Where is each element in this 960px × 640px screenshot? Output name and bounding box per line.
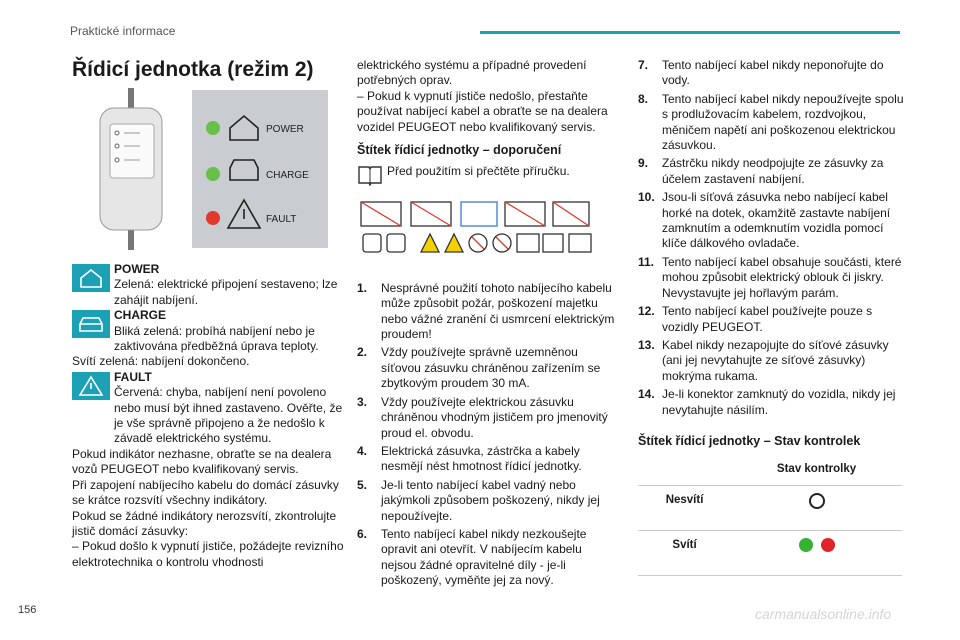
status-power — [72, 262, 344, 308]
status-text: – Pokud došlo k vypnutí jističe, požádejte revizního elektrotechnika o kontrolu vhodnosti — [72, 539, 344, 569]
list-item: 13. Kabel nikdy nezapojujte do síťové zásuvky (ani jej nevytahujte ze síťové zásuvky) mokrýma rukama. — [638, 337, 889, 383]
list-item: 11. Tento nabíjecí kabel obsahuje součásti, které mohou způsobit elektrický oblouk či jiskry. Nevystavujte jej hořlavým parám. — [638, 254, 902, 300]
safety-pictograms — [357, 200, 619, 264]
list-item: 6. Tento nabíjecí kabel nikdy nezkoušejte opravit ani otevřít. V nabíjecím kabelu nejsou žádné opravitelné díly - je-li poškozený, vyměňte jej za nový. — [357, 526, 587, 588]
list-item: 5. Je-li tento nabíjecí kabel vadný nebo jakýmkoli způsobem poškozený, nikdy jej nepoužívejte. — [357, 477, 600, 523]
watermark: carmanualsonline.info — [755, 606, 892, 622]
header-rule — [480, 31, 900, 34]
row-label: Svítí — [638, 530, 731, 575]
control-unit-illustration — [80, 88, 330, 250]
list-item: 8. Tento nabíjecí kabel nikdy nepoužívejte spolu s prodlužovacím kabelem, rozdvojkou, měničem napětí ani poškozenou elektrickou zásuvkou. — [638, 91, 904, 153]
lamp-red — [821, 538, 835, 552]
table-header-row — [638, 455, 902, 485]
manual-note — [357, 164, 619, 190]
status-text: Zelená: elektrické připojení sestaveno; lze zahájit nabíjení. — [114, 277, 338, 307]
status-label: FAULT — [114, 369, 152, 384]
status-text: Při zapojení nabíjecího kabelu do domácí zásuvky se krátce rozsvítí všechny indikátory. — [72, 477, 339, 508]
legend-charge-label: CHARGE — [266, 170, 309, 181]
list-item: 3. Vždy používejte elektrickou zásuvku chráněnou vhodným jističem pro jmenovitý proud el. obvodu. — [357, 394, 608, 440]
warning-icon — [72, 372, 110, 400]
list-item: 2. Vždy používejte správně uzemněnou síťovou zásuvku chráněnou zařízením se zbytkovým proudem 30 mA. — [357, 345, 601, 391]
status-text: Svítí zelená: nabíjení dokončeno. — [72, 354, 250, 369]
section-heading: Štítek řídicí jednotky – Stav kontrolek — [638, 433, 861, 448]
charge-lamp — [206, 167, 220, 181]
status-text: Pokud indikátor nezhasne, obraťte se na dealera vozů PEUGEOT nebo kvalifikovaný servis. — [72, 446, 332, 477]
list-item: 12. Tento nabíjecí kabel používejte pouze s vozidly PEUGEOT. — [638, 304, 873, 334]
indicator-status-table — [638, 455, 902, 575]
status-text: Pokud se žádné indikátory nerozsvítí, zkontrolujte jistič domácí zásuvky: — [72, 508, 337, 538]
status-label: CHARGE — [114, 308, 167, 323]
recommendation-list-continued — [638, 58, 906, 418]
book-icon — [357, 164, 383, 186]
fault-lamp — [206, 211, 220, 225]
table-header: Stav kontrolky — [731, 455, 902, 485]
status-text: Bliká zelená: probíhá nabíjení nebo je zaktivována předběžná úprava teploty. — [114, 323, 319, 354]
page-title: Řídicí jednotka (režim 2) — [72, 58, 314, 81]
status-fault — [72, 370, 344, 570]
status-label: POWER — [114, 262, 160, 276]
column-3 — [638, 58, 906, 576]
table-row — [638, 485, 902, 530]
power-lamp — [206, 121, 220, 135]
row-label: Nesvítí — [638, 485, 731, 530]
list-item: 10. Jsou-li síťová zásuvka nebo nabíjecí kabel horké na dotek, okamžitě zastavte nabíjení zamknutím a odemknutím vozidla pomocí klíče dálkového ovladače. — [638, 190, 891, 251]
page-number: 156 — [18, 604, 37, 616]
lamp-off — [809, 493, 825, 509]
section-heading: Štítek řídicí jednotky – doporučení — [357, 143, 562, 158]
paragraph: – Pokud k vypnutí jističe nedošlo, přestaňte používat nabíjecí kabel a obraťte se na dealera vozidel PEUGEOT nebo kvalifikovaný servis. — [357, 88, 608, 134]
table-row — [638, 530, 902, 575]
list-item: 1. Nesprávné použití tohoto nabíjecího kabelu může způsobit požár, poškození majetku nebo vážné zranění či usmrcení elektrickým proudem! — [357, 280, 615, 342]
column-2 — [357, 58, 619, 592]
lamp-green — [799, 538, 813, 552]
list-item: 14. Je-li konektor zamknutý do vozidla, nikdy jej nevytahujte násilím. — [638, 387, 896, 417]
status-charge — [72, 308, 344, 370]
section-header: Praktické informace — [70, 24, 176, 38]
legend-fault-label: FAULT — [266, 214, 297, 225]
car-icon — [72, 310, 110, 338]
list-item: 9. Zástrčku nikdy neodpojujte ze zásuvky za účelem zastavení nabíjení. — [638, 156, 884, 186]
note-text: Před použitím si přečtěte příručku. — [387, 164, 570, 179]
legend-power-label: POWER — [266, 124, 304, 135]
paragraph: elektrického systému a případné provedení potřebných oprav. — [357, 58, 587, 88]
list-item: 7. Tento nabíjecí kabel nikdy neponořujte do vody. — [638, 58, 884, 88]
status-text: Červená: chyba, nabíjení není povoleno nebo musí být ihned zastaveno. Ověřte, že je vše správně připojeno a že nedošlo k závadě elektrického systému. — [114, 385, 343, 446]
home-icon — [72, 264, 110, 292]
recommendation-list — [357, 281, 619, 589]
list-item: 4. Elektrická zásuvka, zástrčka a kabely nesmějí nést hmotnost řídicí jednotky. — [357, 443, 582, 474]
column-1 — [72, 262, 344, 570]
